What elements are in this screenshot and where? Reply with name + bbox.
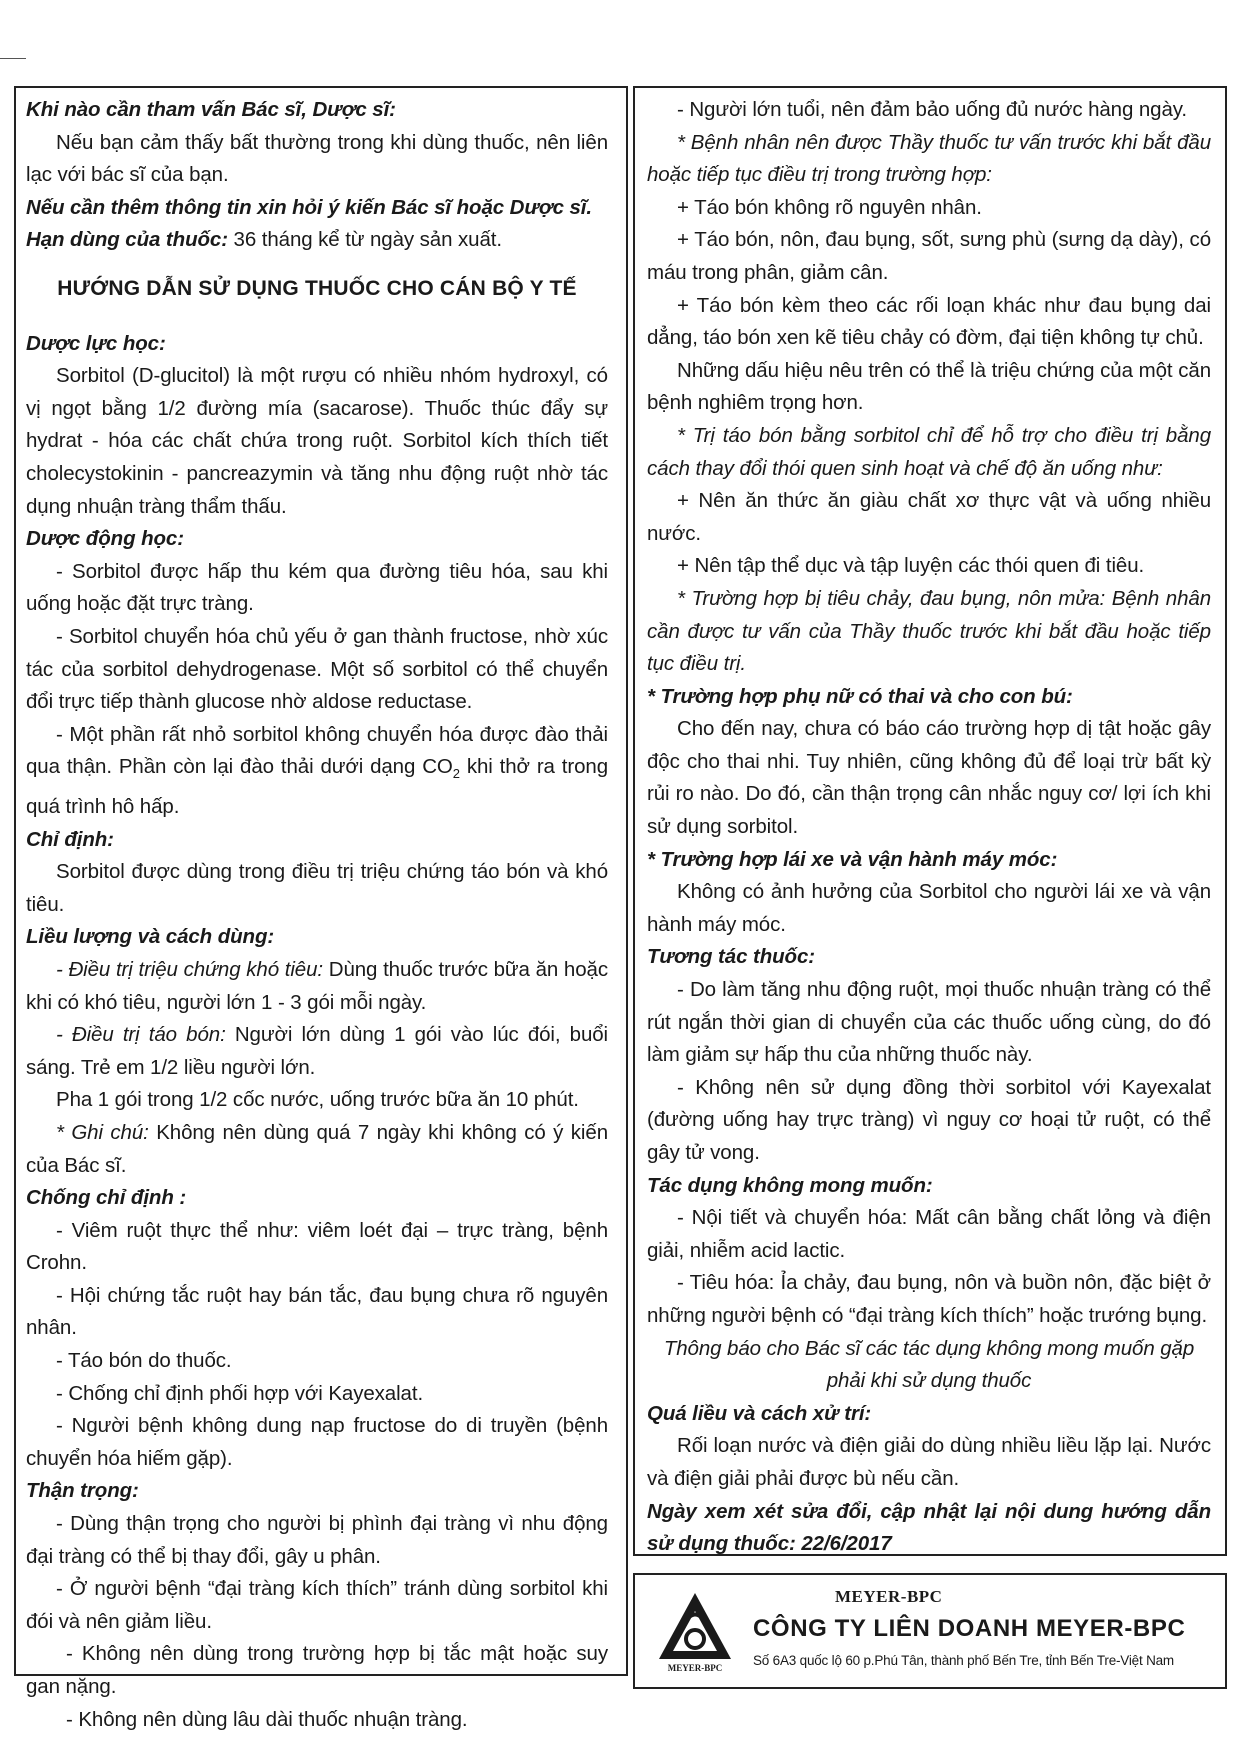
dosage-2-text: Người lớn dùng 1 gói vào lúc đói, buổi sáng. Trẻ em 1/2 liều người lớn. — [26, 1023, 609, 1079]
contraindication-item-1: - Viêm ruột thực thể như: viêm loét đại – trực tràng, bệnh Crohn. — [26, 1218, 608, 1275]
contraindication-heading: Chống chỉ định : — [26, 1186, 187, 1210]
caution-item-4: - Không nên dùng lâu dài thuốc nhuận tràng. — [66, 1707, 468, 1731]
consult-heading: Khi nào cần tham vấn Bác sĩ, Dược sĩ: — [26, 98, 396, 121]
dosage-1-text: Dùng thuốc trước bữa ăn hoặc khi có khó tiêu, người lớn 1 - 3 gói mỗi ngày. — [26, 957, 608, 1014]
contraindication-item-2: - Hội chứng tắc ruột hay bán tắc, đau bụng chưa rõ nguyên nhân. — [26, 1283, 608, 1340]
overdose-heading: Quá liều và cách xử trí: — [647, 1401, 872, 1425]
case-3: + Táo bón kèm theo các rối loạn khác như đau bụng dai dẳng, táo bón xen kẽ tiêu chảy có đờm, đại tiện không tự chủ. — [647, 293, 1211, 350]
indication-heading: Chỉ định: — [26, 827, 114, 851]
pregnancy-text: Cho đến nay, chưa có báo cáo trường hợp dị tật hoặc gây độc cho thai nhi. Tuy nhiên, cũng không đủ để loại trừ bất kỳ rủi ro nào. Do đó, cần thận trọng cân nhắc nguy cơ/ lợi ích khi sử dụng sorbitol. — [647, 717, 1211, 839]
pharmacodynamics-heading: Dược lực học: — [26, 331, 166, 355]
case-1: + Táo bón không rõ nguyên nhân. — [677, 195, 982, 219]
pharmacokinetics-item-1: - Sorbitol được hấp thu kém qua đường tiêu hóa, sau khi uống hoặc đặt trực tràng. — [26, 559, 608, 616]
dosage-item-3: Pha 1 gói trong 1/2 cốc nước, uống trước bữa ăn 10 phút. — [56, 1088, 579, 1112]
lifestyle-note: * Trị táo bón bằng sorbitol chỉ để hỗ trợ cho điều trị bằng cách thay đổi thói quen sinh hoạt và chế độ ăn uống như: — [647, 423, 1211, 480]
logo-caption: MEYER-BPC — [667, 1663, 723, 1673]
serious-sign-note: Những dấu hiệu nêu trên có thể là triệu chứng của một căn bệnh nghiêm trọng hơn. — [647, 358, 1211, 415]
interaction-item-2: - Không nên sử dụng đồng thời sorbitol với Kayexalat (đường uống hay trực tràng) vì nguy cơ hoại tử ruột, có thể gây tử vong. — [647, 1075, 1211, 1164]
pharmacokinetics-heading: Dược động học: — [26, 527, 184, 551]
dosage-item-2 — [26, 1019, 608, 1084]
side-effect-2: - Tiêu hóa: Ỉa chảy, đau bụng, nôn và buồn nôn, đặc biệt ở những người bệnh có “đại tràng kích thích” hoặc trướng bụng. — [647, 1271, 1211, 1327]
dosage-heading: Liều lượng và cách dùng: — [26, 925, 275, 949]
scan-mark — [0, 58, 26, 59]
overdose-text: Rối loạn nước và điện giải do dùng nhiều liều lặp lại. Nước và điện giải phải được bù nếu cần. — [647, 1434, 1211, 1490]
dosage-item-1 — [26, 954, 608, 1019]
contraindication-item-3: - Táo bón do thuốc. — [56, 1349, 232, 1373]
pk3-sub: 2 — [452, 766, 460, 782]
case-2: + Táo bón, nôn, đau bụng, sốt, sưng phù (sưng dạ dày), có máu trong phân, giảm cân. — [647, 228, 1211, 284]
lifestyle-1: + Nên ăn thức ăn giàu chất xơ thực vật và uống nhiều nước. — [647, 489, 1211, 545]
dosage-1-label: - Điều trị triệu chứng khó tiêu: — [56, 957, 323, 981]
consult-text: Nếu bạn cảm thấy bất thường trong khi dùng thuốc, nên liên lạc với bác sĩ của bạn. — [26, 130, 608, 187]
company-brand: MEYER-BPC — [835, 1587, 943, 1606]
consult-before-treatment: * Bệnh nhân nên được Thầy thuốc tư vấn trước khi bắt đầu hoặc tiếp tục điều trị trong trường hợp: — [647, 130, 1211, 187]
caution-item-2: - Ở người bệnh “đại tràng kích thích” tránh dùng sorbitol khi đói và nên giảm liều. — [26, 1577, 608, 1633]
caution-item-1: - Dùng thận trọng cho người bị phình đại tràng vì nhu động đại tràng có thể bị thay đổi, gây u phân. — [26, 1512, 608, 1568]
dosage-2-label: - Điều trị táo bón: — [56, 1023, 226, 1047]
pk3-before: - Một phần rất nhỏ sorbitol không chuyển hóa được đào thải qua thận. Phần còn lại đào thải dưới dạng CO — [26, 722, 608, 779]
caution-heading: Thận trọng: — [26, 1479, 139, 1503]
more-info-text: Nếu cần thêm thông tin xin hỏi ý kiến Bác sĩ hoặc Dược sĩ. — [26, 195, 592, 219]
dosage-note-label: * Ghi chú: — [56, 1120, 149, 1144]
contraindication-item-5: - Người bệnh không dung nạp fructose do di truyền (bệnh chuyển hóa hiếm gặp). — [26, 1414, 608, 1470]
pregnancy-heading: * Trường hợp phụ nữ có thai và cho con bú: — [647, 684, 1073, 708]
dosage-note — [26, 1117, 608, 1182]
pk3-after: khi thở ra trong quá trình hô hấp. — [26, 755, 608, 818]
pharmacodynamics-text: Sorbitol (D-glucitol) là một rượu có nhiều nhóm hydroxyl, có vị ngọt bằng 1/2 đường mía (sacarose). Thuốc thúc đẩy sự hydrat - hóa các chất chứa trong ruột. Sorbitol kích thích tiết cholecystokinin - pancreazymin và tăng nhu động ruột nhờ tác dụng nhuận tràng thẩm thấu. — [26, 364, 608, 518]
dosage-note-text: Không nên dùng quá 7 ngày khi không có ý kiến của Bác sĩ. — [26, 1120, 608, 1177]
left-column — [14, 86, 628, 1731]
driving-heading: * Trường hợp lái xe và vận hành máy móc: — [647, 847, 1058, 871]
interaction-heading: Tương tác thuốc: — [647, 945, 816, 969]
interaction-item-1: - Do làm tăng nhu động ruột, mọi thuốc nhuận tràng có thể rút ngắn thời gian di chuyển của các thuốc uống cùng, do đó làm giảm sự hấp thu của những thuốc này. — [647, 978, 1211, 1067]
side-effect-1: - Nội tiết và chuyển hóa: Mất cân bằng chất lỏng và điện giải, nhiễm acid lactic. — [647, 1206, 1211, 1262]
side-effect-notice: Thông báo cho Bác sĩ các tác dụng không mong muốn gặp phải khi sử dụng thuốc — [663, 1336, 1195, 1393]
caution-item-3: - Không nên dùng trong trường hợp bị tắc mật hoặc suy gan nặng. — [26, 1642, 608, 1698]
contraindication-item-4: - Chống chỉ định phối hợp với Kayexalat. — [56, 1381, 424, 1405]
indication-text: Sorbitol được dùng trong điều trị triệu chứng táo bón và khó tiêu. — [26, 860, 608, 916]
review-date: Ngày xem xét sửa đổi, cập nhật lại nội dung hướng dẫn sử dụng thuốc: 22/6/2017 — [647, 1499, 1211, 1556]
shelf-life — [26, 224, 608, 257]
driving-text: Không có ảnh hưởng của Sorbitol cho người lái xe và vận hành máy móc. — [647, 880, 1211, 936]
lifestyle-2: + Nên tập thể dục và tập luyện các thói quen đi tiêu. — [677, 554, 1145, 578]
pharmacokinetics-item-3 — [26, 719, 608, 824]
shelf-life-value: 36 tháng kể từ ngày sản xuất. — [227, 228, 502, 252]
company-box — [633, 1573, 1227, 1689]
diarrhea-note: * Trường hợp bị tiêu chảy, đau bụng, nôn mửa: Bệnh nhân cần được tư vấn của Thầy thuốc trước khi bắt đầu hoặc tiếp tục điều trị. — [647, 586, 1211, 676]
company-address: Số 6A3 quốc lộ 60 p.Phú Tân, thành phố Bến Tre, tỉnh Bến Tre-Việt Nam — [753, 1653, 1174, 1668]
elderly-note: - Người lớn tuổi, nên đảm bảo uống đủ nước hàng ngày. — [677, 98, 1187, 121]
company-name: CÔNG TY LIÊN DOANH MEYER-BPC — [753, 1615, 1186, 1642]
pharmacokinetics-item-2: - Sorbitol chuyển hóa chủ yếu ở gan thành fructose, nhờ xúc tác của sorbitol dehydrogenase. Một số sorbitol có thể chuyển đổi trực tiếp thành glucose nhờ aldose reductase. — [26, 624, 608, 714]
side-effects-heading: Tác dụng không mong muốn: — [647, 1173, 933, 1197]
section-title: HƯỚNG DẪN SỬ DỤNG THUỐC CHO CÁN BỘ Y TẾ — [57, 276, 577, 300]
right-column — [633, 86, 1227, 1556]
shelf-life-label: Hạn dùng của thuốc: — [26, 228, 228, 252]
